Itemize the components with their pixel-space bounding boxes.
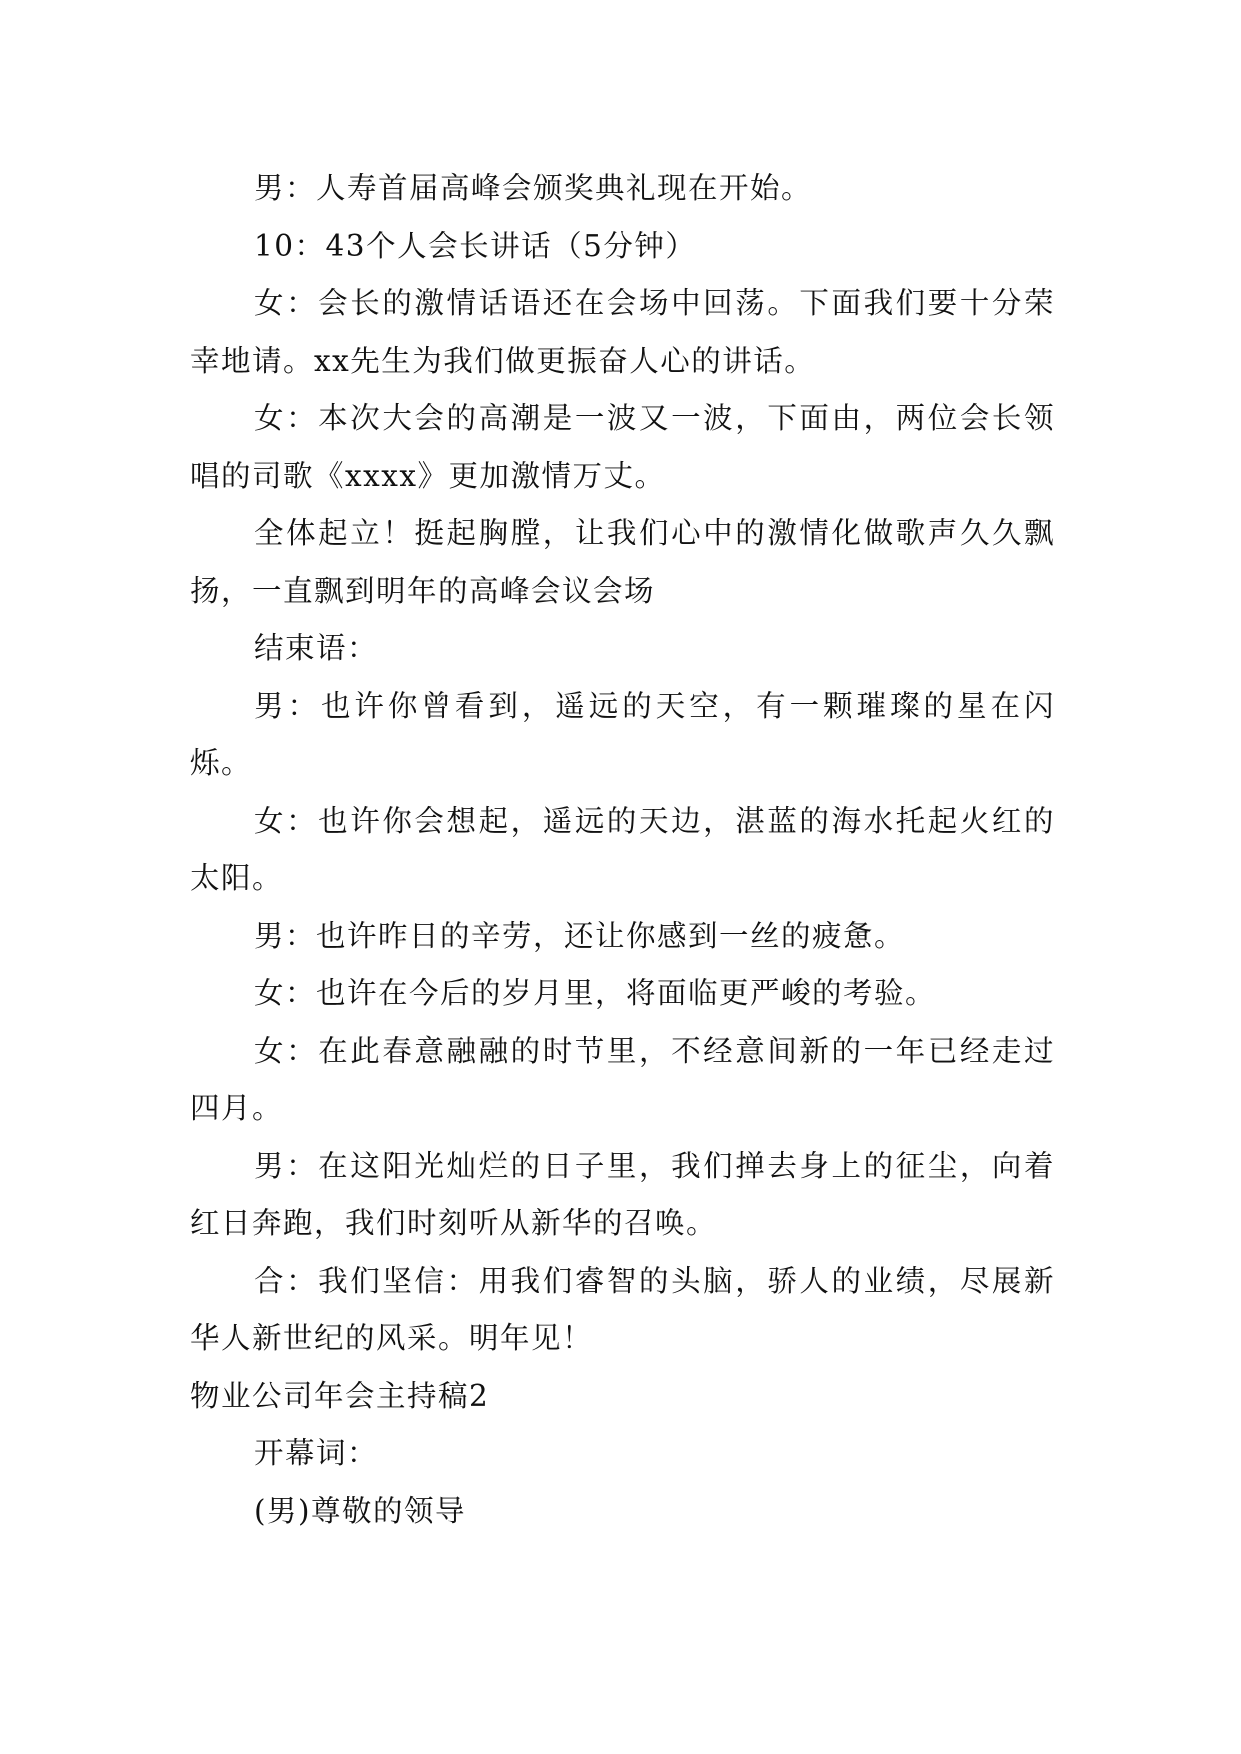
paragraph: 结束语： <box>254 631 379 665</box>
paragraph: 全体起立！挺起胸膛，让我们心中的激情化做歌声久久飘扬，一直飘到明年的高峰会议会场 <box>190 516 1055 608</box>
document-page <box>190 160 1055 1540</box>
paragraph: 男：在这阳光灿烂的日子里，我们掸去身上的征尘，向着红日奔跑，我们时刻听从新华的召唤。 <box>190 1148 1055 1240</box>
paragraph: 男：也许你曾看到，遥远的天空，有一颗璀璨的星在闪烁。 <box>190 688 1055 780</box>
paragraph: 男：人寿首届高峰会颁奖典礼现在开始。 <box>254 171 813 205</box>
section-title: 物业公司年会主持稿2 <box>190 1378 490 1413</box>
paragraph: 女：在此春意融融的时节里，不经意间新的一年已经走过四月。 <box>190 1033 1055 1125</box>
paragraph: 女：也许在今后的岁月里，将面临更严峻的考验。 <box>254 976 937 1010</box>
paragraph: 女：本次大会的高潮是一波又一波，下面由，两位会长领唱的司歌《xxxx》更加激情万丈。 <box>190 401 1055 493</box>
paragraph: 女：会长的激情话语还在会场中回荡。下面我们要十分荣幸地请。xx先生为我们做更振奋人心的讲话。 <box>190 286 1055 378</box>
paragraph: 女：也许你会想起，遥远的天边，湛蓝的海水托起火红的太阳。 <box>190 803 1055 895</box>
paragraph: (男)尊敬的领导 <box>254 1493 467 1528</box>
paragraph: 10：43个人会长讲话（5分钟） <box>254 228 697 263</box>
paragraph: 开幕词： <box>254 1436 379 1470</box>
paragraph: 男：也许昨日的辛劳，还让你感到一丝的疲惫。 <box>254 918 906 953</box>
paragraph: 合：我们坚信：用我们睿智的头脑，骄人的业绩，尽展新华人新世纪的风采。明年见！ <box>190 1263 1055 1355</box>
